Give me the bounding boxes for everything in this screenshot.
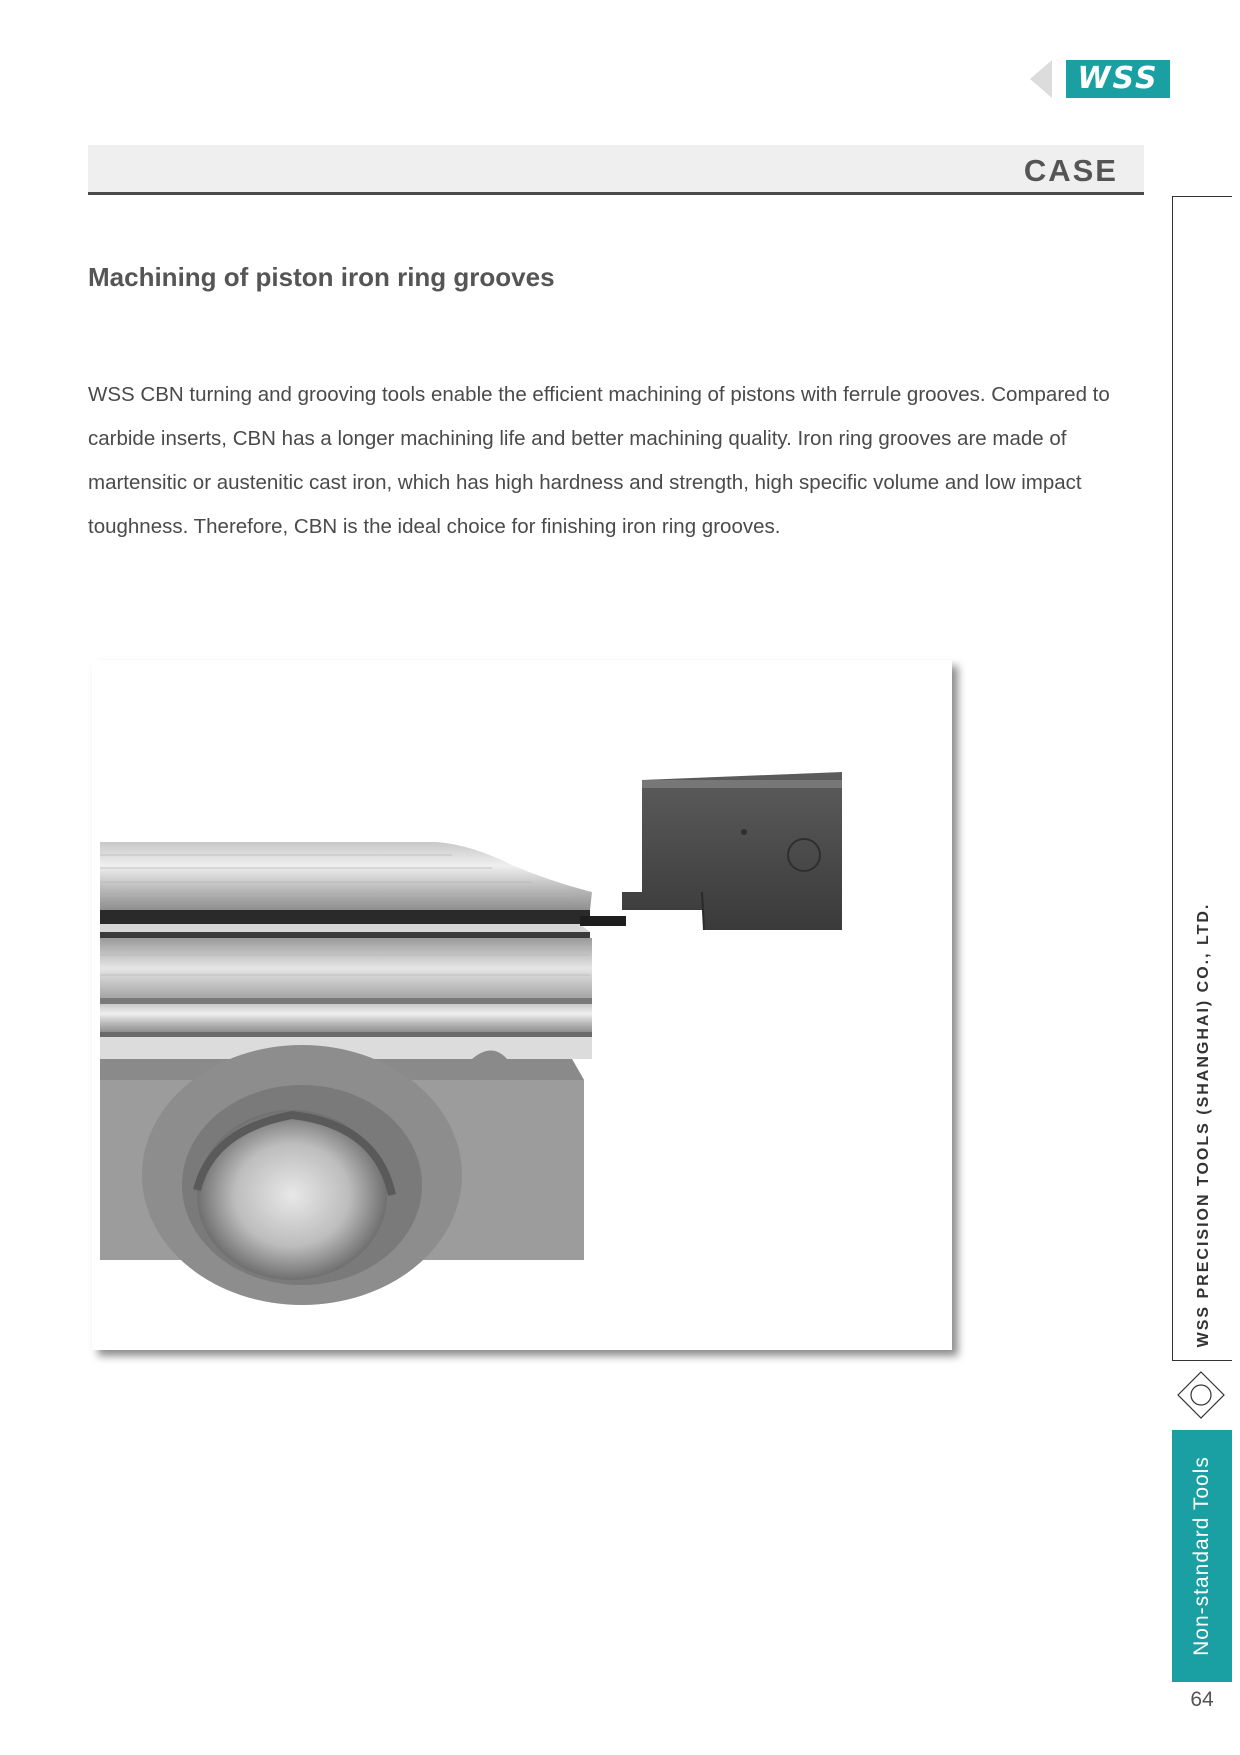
section-header-bar: [88, 145, 1144, 195]
diamond-circle-icon: [1176, 1370, 1226, 1420]
sidebar-category-label: Non-standard Tools: [1190, 1456, 1213, 1656]
piston-photo: [92, 660, 952, 1350]
header-title: CASE: [1023, 153, 1118, 188]
sidebar-company-name: WSS PRECISION TOOLS (SHANGHAI) CO., LTD.: [1195, 902, 1212, 1348]
piston-illustration: [92, 660, 952, 1350]
sidebar-category-tab: [1172, 1430, 1232, 1682]
page-number: 64: [1190, 1688, 1214, 1711]
logo-arrow-icon: [1030, 60, 1052, 98]
page-title: Machining of piston iron ring grooves: [88, 262, 555, 292]
body-paragraph: WSS CBN turning and grooving tools enable the efficient machining of pistons with ferrule grooves. Compared to carbide inserts, CBN has a longer machining life and better machining quality. Iron ring grooves are made of martensitic or austenitic cast iron, which has high hardness and strength, high specific volume and low impact toughness. Therefore, CBN is the ideal choice for finishing iron ring grooves.: [88, 383, 1110, 538]
brand-logo: [1030, 58, 1170, 100]
logo-text: WSS: [1066, 60, 1170, 98]
